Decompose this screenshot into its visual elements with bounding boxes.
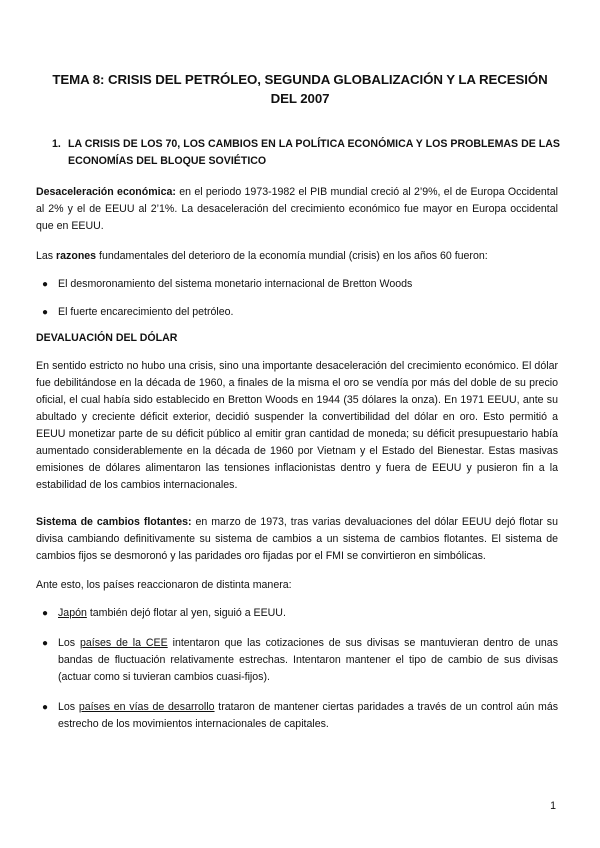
term-desaceleracion: Desaceleración económica: [36,186,176,198]
bullet-icon: ● [42,279,49,290]
bullet-icon: ● [42,702,49,713]
paragraph-desaceleracion [36,184,558,235]
term-flotantes: Sistema de cambios flotantes: [36,516,192,528]
list-item-text: El desmoronamiento del sistema monetario internacional de Bretton Woods [58,278,413,290]
list-item [42,276,558,293]
bullet-icon: ● [42,638,49,649]
paragraph-razones [36,248,558,265]
page-title: TEMA 8: CRISIS DEL PETRÓLEO, SEGUNDA GLOBALIZACIÓN Y LA RECESIÓN DEL 2007 [52,72,548,106]
razones-post: fundamentales del deterioro de la economía mundial (crisis) en los años 60 fueron: [96,250,488,262]
list-item-pre: Los [58,701,79,713]
page-number: 1 [550,800,556,812]
list-item-post: trataron de mantener ciertas paridades a través de un control aún más estrecho de los movimientos internacionales de capitales. [58,701,559,730]
list-item-pre: Los [58,637,80,649]
flotantes-text: en marzo de 1973, tras varias devaluaciones del dólar EEUU dejó flotar su divisa cambiando definitivamente su sistema de cambios a un sistema de cambios flotantes. El sistema de cambios fijos se desmoronó y las paridades oro fijadas por el FMI se convirtieron en simbólicas. [36,516,558,562]
list-item [42,699,559,733]
razones-pre: Las [36,250,57,262]
list-item-underlined: países de la CEE [79,637,168,649]
list-item-post: también dejó flotar al yen, siguió a EEUU. [86,607,286,619]
bullet-icon: ● [42,307,49,318]
list-item [42,304,558,321]
list-item-underlined: Japón [58,607,87,619]
paragraph-flotantes [36,514,558,565]
list-item [42,605,558,622]
list-item-underlined: países en vías de desarrollo [78,701,215,713]
paragraph-devaluacion: En sentido estricto no hubo una crisis, sino una importante desaceleración del crecimiento económico. El dólar fue debilitándose en la década de 1960, a finales de la misma el oro se vendía por más del doble de su precio oficial, el cual había sido establecido en Bretton Woods en 1944 (35 dólares la onza). En 1971 EEUU, ante su abultado y creciente déficit exterior, decidió suspender la convertibilidad del dólar en oro. Esto permitió a EEUU monetizar parte de su déficit público al emitir gran cantidad de moneda; su déficit presupuestario había aumentado considerablemente en la década de 1960 por Vietnam y el Estado del Bienestar. Estas masivas emisiones de dólares alimentaron las tensiones inflacionistas dentro y fuera de EEUU y pusieron fin a la estabilidad de los cambios internacionales. [36,360,558,491]
section-title: LA CRISIS DE LOS 70, LOS CAMBIOS EN LA POLÍTICA ECONÓMICA Y LOS PROBLEMAS DE LAS ECONOMÍAS DEL BLOQUE SOVIÉTICO [68,138,560,167]
list-item-text: El fuerte encarecimiento del petróleo. [58,306,234,318]
section-heading-1 [52,136,560,170]
list-item-post: intentaron que las cotizaciones de sus divisas se mantuvieran dentro de unas bandas de fluctuación relativamente estrechas. Intentaron mantener el tipo de cambio de sus divisas (actuar como si tuvieran cambios cuasi-fijos). [58,637,558,683]
paragraph-ante-esto: Ante esto, los países reaccionaron de distinta manera: [36,579,292,591]
bullet-icon: ● [42,608,49,619]
term-razones: razones [56,250,97,262]
desaceleracion-text: en el periodo 1973-1982 el PIB mundial creció al 2’9%, el de Europa Occidental al 2% y el de EEUU al 2’1%. La desaceleración del crecimiento económico fue mayor en Europa occidental que en EEUU. [36,186,558,232]
list-item [42,635,558,686]
section-heading-devaluacion: DEVALUACIÓN DEL DÓLAR [36,332,178,344]
section-number: 1. [52,138,61,150]
